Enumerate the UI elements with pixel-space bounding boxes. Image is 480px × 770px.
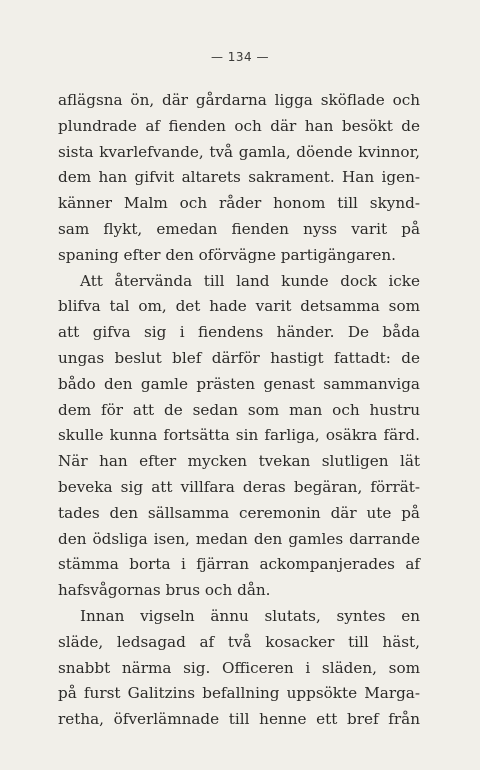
text-line: dem han gifvit altarets sakrament. Han igen-	[58, 168, 420, 187]
text-line: spaning efter den oförvägne partigängaren.	[58, 245, 396, 264]
text-line: ungas beslut blef därför hastigt fattadt: de	[58, 348, 420, 367]
text-line: sista kvarlefvande, två gamla, döende kvinnor,	[58, 142, 420, 161]
text-line: tades den sällsamma ceremonin där ute på	[58, 503, 420, 522]
text-line: Innan vigseln ännu slutats, syntes en	[80, 606, 420, 625]
text-line: på furst Galitzins befallning uppsökte Marga-	[58, 684, 420, 703]
text-line: bådo den gamle prästen genast sammanviga	[58, 374, 420, 393]
text-line: Att återvända till land kunde dock icke	[80, 271, 420, 290]
text-line: hafsvågornas brus och dån.	[58, 581, 271, 600]
body-text	[58, 88, 420, 733]
text-line: blifva tal om, det hade varit detsamma som	[58, 297, 420, 316]
text-line: retha, öfverlämnade till henne ett bref från	[58, 710, 420, 729]
text-line: släde, ledsagad af två kosacker till häst,	[58, 632, 420, 651]
text-line: dem för att de sedan som man och hustru	[58, 400, 420, 419]
text-line: känner Malm och råder honom till skynd-	[58, 194, 420, 213]
text-line: När han efter mycken tvekan slutligen lät	[58, 452, 420, 471]
text-line: skulle kunna fortsätta sin farliga, osäkra färd.	[58, 426, 420, 445]
text-line: sam flykt, emedan fienden nyss varit på	[58, 219, 420, 238]
text-line: plundrade af fienden och där han besökt de	[58, 116, 420, 135]
text-line: beveka sig att villfara deras begäran, förrät-	[58, 477, 420, 496]
text-line: aflägsna ön, där gårdarna ligga sköflade och	[58, 91, 420, 109]
page-number: — 134 —	[210, 50, 270, 64]
text-line: stämma borta i fjärran ackompanjerades af	[58, 555, 420, 574]
text-line: snabbt närma sig. Officeren i släden, som	[58, 658, 420, 677]
text-line: den ödsliga isen, medan den gamles darrande	[58, 529, 420, 548]
text-line: att gifva sig i fiendens händer. De båda	[58, 323, 420, 342]
